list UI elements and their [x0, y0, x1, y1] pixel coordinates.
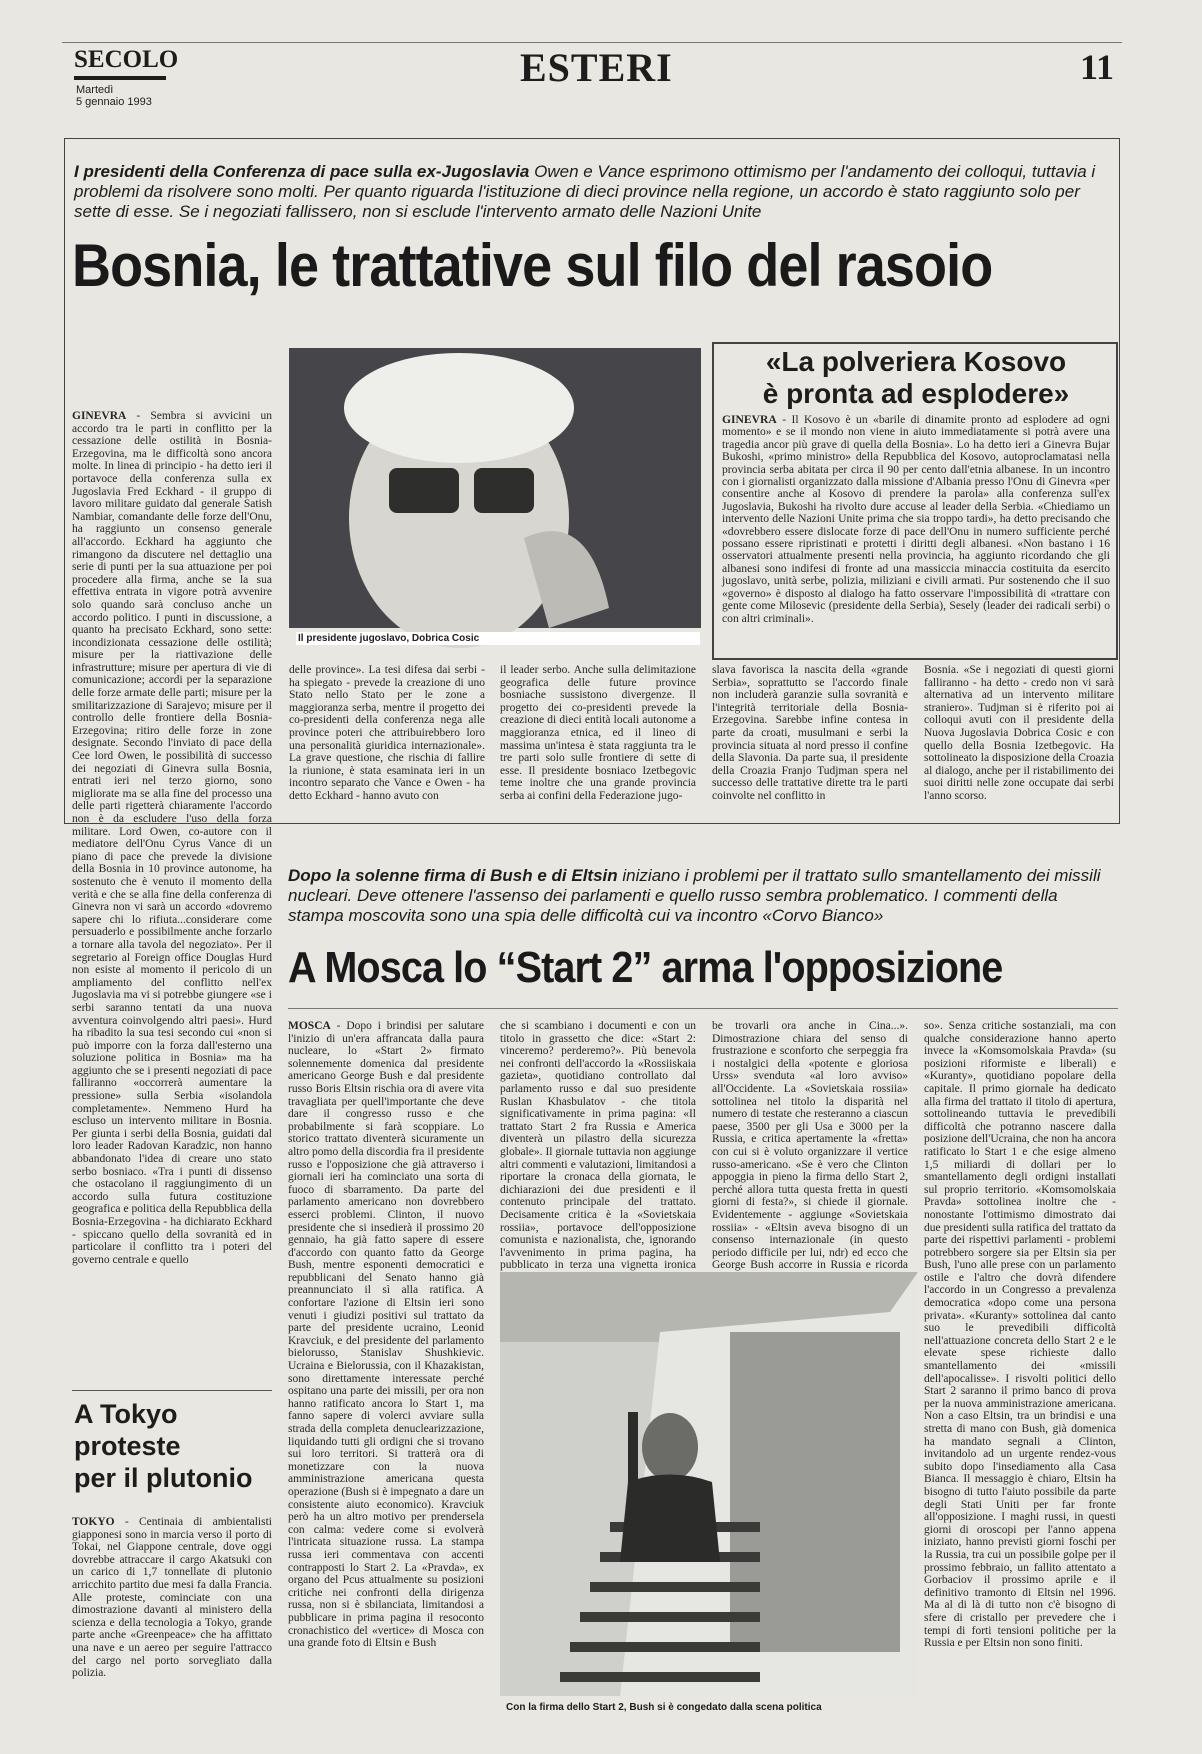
kosovo-body: [722, 414, 1110, 652]
tokyo-dateline: TOKYO: [72, 1516, 115, 1528]
tokyo-top-rule: [72, 1390, 272, 1391]
bush-airplane-stairs-illustration: [500, 1272, 918, 1696]
start2-kicker: [288, 866, 1118, 926]
start2-headline: A Mosca lo “Start 2” arma l'opposizione: [288, 943, 1003, 992]
bosnia-headline: Bosnia, le trattative sul filo del rasoio: [72, 232, 993, 299]
page-number: 11: [1080, 47, 1115, 87]
tokyo-headline-line-2: proteste: [74, 1431, 181, 1461]
start2-col1-text: - Dopo i brindisi per salutare l'inizio di un'era affrancata dalla paura nucleare, lo «Start 2» firmato solennemente domenica dal presidente americano George Bush e dal presidente russo Boris Eltsin rischia ora di avere vita travagliata per quell'importante che deve dare il congresso russo e che probabilmente si farà scoppiare. Lo storico trattato diventerà sicuramente un altro pomo della discordia fra il presidente russo e l'opposizione che già attraverso i giornali ieri ha cominciato una sorta di fuoco di sbarramento. Da parte del parlamento americano non dovrebbero esserci problemi. Clinton, il nuovo presidente che si insedierà il prossimo 20 gennaio, ha già fatto sapere di essere d'accordo con quanto fatto da George Bush, mentre esponenti democratici e repubblicani del Senato hanno già preannunciato il sì alla ratifica. A confortare l'azione di Eltsin ieri sono venuti i giudizi positivi sul trattato da parte del presidente ucraino, Leonid Kravciuk, e del presidente del parlamento bielorusso, Stanislav Shushkievic. Ucraina e Bielorussia, con il Khazakistan, sono direttamente interessate perché ospitano una parte dei missili, per ora non hanno ratificato ancora lo Start 1, ma fanno sapere di volerci avviare sulla strada della completa denuclearizzazione, liquidando tutti gli ordigni che si trovano sui loro territori. Si tratterà ora di monetizzare con la nuova amministrazione americana questa operazione (Bush si è impegnato a dare un consistente aiuto economico). Kravciuk però ha un altro motivo per prendersela con calma: vedere come si evolverà l'intricata situazione russa. La stampa russa ieri commentava con accenti contrapposti lo Start 2. La «Pravda», ex organo del Pcus attualmente su posizioni critiche nei confronti della dirigenza russa, non si è sbilanciata, limitandosi a pubblicare in prima pagina il resoconto cronachistico del «vertice» di Mosca con una grande foto di Eltsin e Bush: [288, 1020, 484, 1650]
bosnia-kicker-lead: I presidenti della Conferenza di pace sulla ex-Jugoslavia: [74, 162, 530, 181]
start2-top-rule: [288, 1008, 1118, 1009]
logo-underline: [74, 76, 166, 80]
bosnia-kicker: [74, 162, 1104, 222]
issue-full-date: 5 gennaio 1993: [76, 96, 152, 108]
issue-date: [76, 84, 152, 108]
kosovo-headline: [722, 346, 1110, 410]
tokyo-headline-line-1: A Tokyo: [74, 1399, 178, 1429]
issue-weekday: Martedì: [76, 84, 114, 96]
bosnia-dateline: GINEVRA: [72, 410, 127, 422]
start2-photo: [500, 1272, 918, 1696]
tokyo-body-text: - Centinaia di ambientalisti giapponesi sono in marcia verso il porto di Tokai, nel Giappone centrale, dove oggi dovrebbe attraccare il cargo Akatsuki con un carico di 1,7 tonnellate di plutonio arricchito partito due mesi fa dalla Francia. Alle proteste, cominciate con una dimostrazione davanti al ministero della scienza e della tecnologia a Tokyo, grande parte anche «Greenpeace» che ha affittato una nave e un aereo per seguire l'attracco del cargo nel porto sorvegliato dalla polizia.: [72, 1516, 272, 1680]
bosnia-photo-caption: Il presidente jugoslavo, Dobrica Cosic: [296, 632, 700, 645]
start2-column-4: so». Senza critiche sostanziali, ma con qualche considerazione hanno aperto invece la «Komsomolskaia Pravda» (su posizioni riformiste e liberali) e «Kuranty», quotidiano popolare della capitale. Il primo giornale ha dedicato alla firma del trattato il titolo di apertura, sottolineando tuttavia le prevedibili difficoltà che potranno nascere dalla posizione dell'Ucraina, che non ha ancora ratificato lo Start 1 e che esige almeno 1,5 miliardi di dollari per lo smantellamento degli ordigni installati sul proprio territorio. «Komsomolskaia Pravda» sottolinea inoltre che - nonostante l'ottimismo dimostrato dai due presidenti sulla ratifica del trattato da parte dei rispettivi parlamenti - problemi potrebbero sorgere sia per Eltsin sia per Bush, l'uno alle prese con un parlamento ostile e l'altro che dovrà difendere l'accordo in un Congresso a prevalenza democratica «dopo come una persona privata». «Kuranty» sottolinea dal canto suo le prevedibili difficoltà nell'attuazione concreta dello Start 2 e le elevate spese richieste dallo smantellamento dei «missili dell'apocalisse». I risvolti politici dello Start 2 saranno il primo banco di prova per la nuova amministrazione americana. Non a caso Eltsin, tra un brindisi e una stretta di mano con Bush, già domenica ha mandato segnali a Clinton, invitandolo ad un urgente rendez-vous subito dopo l'insediamento alla Casa Bianca. Il messaggio è chiaro, Eltsin ha bisogno di tutto l'aiuto possibile da parte degli Stati Uniti per far fronte all'opposizione. I maghi russi, in questi giorni di oroscopi per l'anno appena iniziato, hanno previsti giorni foschi per la Russia, tra cui un possibile golpe per il prossimo febbraio, un fallito attentato a Gorbaciov il prossimo aprile e il definitivo tramonto di Eltsin nel 1996. Ma al di là di tutto non c'è bisogno di sfere di cristallo per prevedere che i tempi di forti tensioni politiche per la Russia e per Eltsin non sono finiti.: [924, 1020, 1116, 1650]
bosnia-col1-text: - Sembra si avvicini un accordo tra le parti in conflitto per la cessazione delle ostilità in Bosnia-Erzegovina, ma le difficoltà sono ancora molte. In linea di principio - ha detto ieri il portavoce della conferenza sulla ex Jugoslavia Fred Eckhard - il gruppo di lavoro militare guidato dal generale Satish Nambiar, comandante delle forze dell'Onu, ha raggiunto un consenso generale all'accordo. Eckhard ha aggiunto che rimangono da discutere nel dettaglio una serie di punti per la sua attuazione per poi procedere alla firma, anche se la sua effettiva entrata in vigore potrà avvenire solo quando sarà concluso anche un accordo politico. I punti in discussione, a quanto ha precisato Eckhard, sono sette: incondizionata cessazione delle ostilità; misure per la riattivazione delle infrastrutture; misure per apertura di vie di comunicazione; accordi per la separazione delle forze armate delle parti; misure per la smilitarizzazione di Sarajevo; misure per il controllo delle frontiere della Bosnia-Erzegovina; ritiro delle forze in zone designate. Secondo l'inviato di pace della Cee lord Owen, le possibilità di successo dei negoziati di Ginevra sulla Bosnia, entrati ieri nel terzo giorno, sono migliorate ma se alla fine del processo una delle parti rigetterà chiaramente l'accordo non è da escludere l'uso della forza militare. Lord Owen, co-autore con il mediatore dell'Onu Cyrus Vance di un piano di pace che prevede la divisione della Bosnia in 10 province autonome, ha sostenuto che è venuto il momento della verità e che se alla fine della conferenza di Ginevra non vi sarà un accordo «dovremo sapere chi lo rifiuta...considerare come persuaderlo e possibilmente anche forzarlo a tornare alla tavola del negoziato». Per il segretario al Foreign office Douglas Hurd non esiste al momento il pericolo di un ampliamento del conflitto nell'ex Jugoslavia ma vi si potrebbe giungere «se i serbi saranno tentati da una nuova avventura coinvolgendo altri paesi». Hurd ha ribadito la sua tesi secondo cui «non si può imporre con la forza dall'esterno una soluzione politica in Bosnia» ma ha aggiunto che se i presenti negoziati di pace falliranno «occorrerà aumentare la pressione» sulla Serbia «isolandola completamente». Nemmeno Hurd ha escluso un intervento militare in Bosnia. Per giunta i serbi della Bosnia, guidati dal loro leader Radovan Karadzic, non hanno abbandonato l'idea di creare uno stato serbo bosniaco. «Tra i punti di dissenso che ostacolano il raggiungimento di un accordo sulla futura costituzione geografica e politica della Repubblica della Bosnia-Erzegovina - ha dichiarato Eckhard - spiccano quello della sovranità ed in particolare il conflitto tra i poteri del governo centrale e quello: [72, 410, 272, 1266]
kosovo-headline-line-2: è pronta ad esplodere»: [762, 378, 1070, 409]
bosnia-column-4: slava favorisca la nascita della «grande Serbia», soprattutto se l'accordo finale non includerà garanzie sulla sovranità e l'integrità territoriale della Bosnia-Erzegovina. Sarebbe infine contesa in parte da croati, musulmani e serbi la provincia situata al nord presso il confine della Slavonia. Da parte sua, il presidente della Croazia Franjo Tudjman spera nel successo delle trattative dirette tra le parti coinvolte nel conflitto in: [712, 664, 908, 802]
bosnia-kicker-rest: Owen e Vance esprimono ottimismo per l'andamento dei colloqui, tuttavia i problemi da risolvere sono molti. Per quanto riguarda l'istituzione di dieci province nella regione, un accordo è stato raggiunto solo per sette di esse. Se i negoziati fallissero, non si esclude l'intervento armato delle Nazioni Unite: [74, 162, 1096, 221]
cosic-portrait-illustration: [289, 348, 701, 628]
newspaper-logo: SECOLO: [74, 46, 179, 73]
start2-dateline: MOSCA: [288, 1020, 331, 1032]
header-rule: [62, 42, 1122, 43]
tokyo-body: [72, 1516, 272, 1728]
kosovo-dateline: GINEVRA: [722, 413, 777, 426]
start2-kicker-rest: iniziano i problemi per il trattato sullo smantellamento dei missili nucleari. Deve ottenere l'assenso dei parlamenti e quello russo sembra problematico. I commenti della stampa moscovita sono una spia delle difficoltà cui va incontro «Corvo Bianco»: [288, 866, 1101, 925]
start2-kicker-lead: Dopo la solenne firma di Bush e di Eltsin: [288, 866, 618, 885]
start2-photo-caption: Con la firma dello Start 2, Bush si è congedato dalla scena politica: [506, 1702, 822, 1713]
bosnia-photo: [289, 348, 701, 628]
kosovo-headline-line-1: «La polveriera Kosovo: [765, 346, 1067, 377]
bosnia-column-2: delle province». La tesi difesa dai serbi - ha spiegato - prevede la creazione di uno Stato nello Stato per le zone a maggioranza serba, mentre il progetto dei co-presidenti della conferenza nega alle province poteri che attribuirebbero loro una personalità giuridica internazionale». La grave questione, che rischia di fallire la riunione, è stata esaminata ieri in un incontro separato che Vance e Owen - ha detto Eckhard - hanno avuto con: [289, 664, 485, 802]
start2-column-1: [288, 1020, 484, 1728]
kosovo-body-text: - Il Kosovo è un «barile di dinamite pronto ad esplodere ad ogni momento» e se il mondo non viene in aiuto immediatamente si potrà avere una tragedia ancor più grave di quella della Bosnia». Lo ha detto ieri a Ginevra Bujar Bukoshi, «primo ministro» della Repubblica del Kosovo, autoproclamatasi nella provincia serba abitata per circa il 90 per cento dall'etnia albanese. In un incontro con i giornalisti organizzato dalla missione d'Albania presso l'Onu di Ginevra «per consentire anche al Kosovo di prendere la parola» alla conferenza sull'ex Jugoslavia, Bukoshi ha rivolto dure accuse al leader della Serbia. «Chiediamo un intervento delle Nazioni Unite prima che sia troppo tardi», ha detto precisando che «dovrebbero essere dislocate forze di pace dell'Onu in numero sufficiente perché possano essere ripristinati e protetti i diritti degli albanesi. «Non bastano i 16 osservatori attualmente presenti nella provincia, ha aggiunto ricordando che gli albanesi sono indifesi di fronte ad una massiccia minaccia costituita da esercito jugoslavo, unità serbe, polizia, miliziani e civili armati. Pur sostenendo che il suo «governo» è disposto al dialogo ha fatto osservare l'impossibilità di «trattare con gente come Milosevic (presidente della Serbia), Sesely (leader dei radicali serbi) o con altri criminali».: [722, 413, 1110, 625]
bosnia-column-5: Bosnia. «Se i negoziati di questi giorni falliranno - ha detto - credo non vi sarà alternativa ad un intervento militare straniero». Tudjman si è riferito poi ai colloqui avuti con il presidente della Nuova Jugoslavia Dobrica Cosic e con quello della Bosnia Izetbegovic. Ha sottolineato la disposizione della Croazia al dialogo, anche per il ristabilimento dei suoi diritti nelle zone occupate dai serbi l'anno scorso.: [924, 664, 1114, 802]
tokyo-headline: [74, 1398, 274, 1494]
bosnia-column-1: [72, 410, 272, 1380]
section-title: ESTERI: [520, 45, 673, 90]
start2-column-3: be trovarli ora anche in Cina...». Dimostrazione chiara del senso di frustrazione e sconforto che serpeggia fra i nostalgici della «potente e gloriosa Urss» svenduta «al loro avviso» all'Occidente. La «Sovietskaia rossiia» sottolinea nel titolo la disparità nel numero di testate che resteranno a ciascun paese, 3500 per gli Usa e 3000 per la Russia, e critica apertamente la «fretta» con cui si è voluto organizzare il vertice russo-americano. «Se è vero che Clinton appoggia in pieno la firma dello Start 2, perché allora tutta questa fretta in questi giorni di festa?», si chiede il giornale. Evidentemente - aggiunge «Sovietskaia rossiia» - «Eltsin aveva bisogno di un consenso internazionale (in questo periodo difficile per lui, ndr) ed ecco che George Bush accorre in Russia e ricorda: [712, 1020, 908, 1272]
bosnia-column-3: il leader serbo. Anche sulla delimitazione geografica delle future province bosniache sussistono divergenze. Il progetto dei co-presidenti prevede la creazione di dieci entità locali autonome a maggioranza etnica, ed il lineo di massima un'intesa è stata raggiunta tra le tre parti solo sulle frontiere di sette di esse. Il presidente bosniaco Izetbegovic teme inoltre che una grande provincia serba ai confini della Federazione jugo-: [500, 664, 696, 802]
tokyo-headline-line-3: per il plutonio: [74, 1463, 253, 1493]
start2-column-2: che si scambiano i documenti e con un titolo in grassetto che dice: «Start 2: vinceremo? perderemo?». Più benevola nei confronti dell'accordo la «Rossiiskaia gazieta», quotidiano controllato dal parlamento russo e dal suo presidente Ruslan Khasbulatov - che titola significativamente in prima pagina: «Il trattato Start 2 fra Russia e America diventerà un pilastro della sicurezza globale». Il giornale tuttavia non aggiunge altri commenti e valutazioni, limitandosi a riportare la cronaca della giornata, le dichiarazioni dei due presidenti e il contenuto principale del trattato. Decisamente critica è la «Sovietskaia rossiia», portavoce dell'opposizione comunista e nazionalista, che, ignorando l'avvenimento in prima pagina, ha pubblicato in terza una vignetta ironica: [500, 1020, 696, 1272]
